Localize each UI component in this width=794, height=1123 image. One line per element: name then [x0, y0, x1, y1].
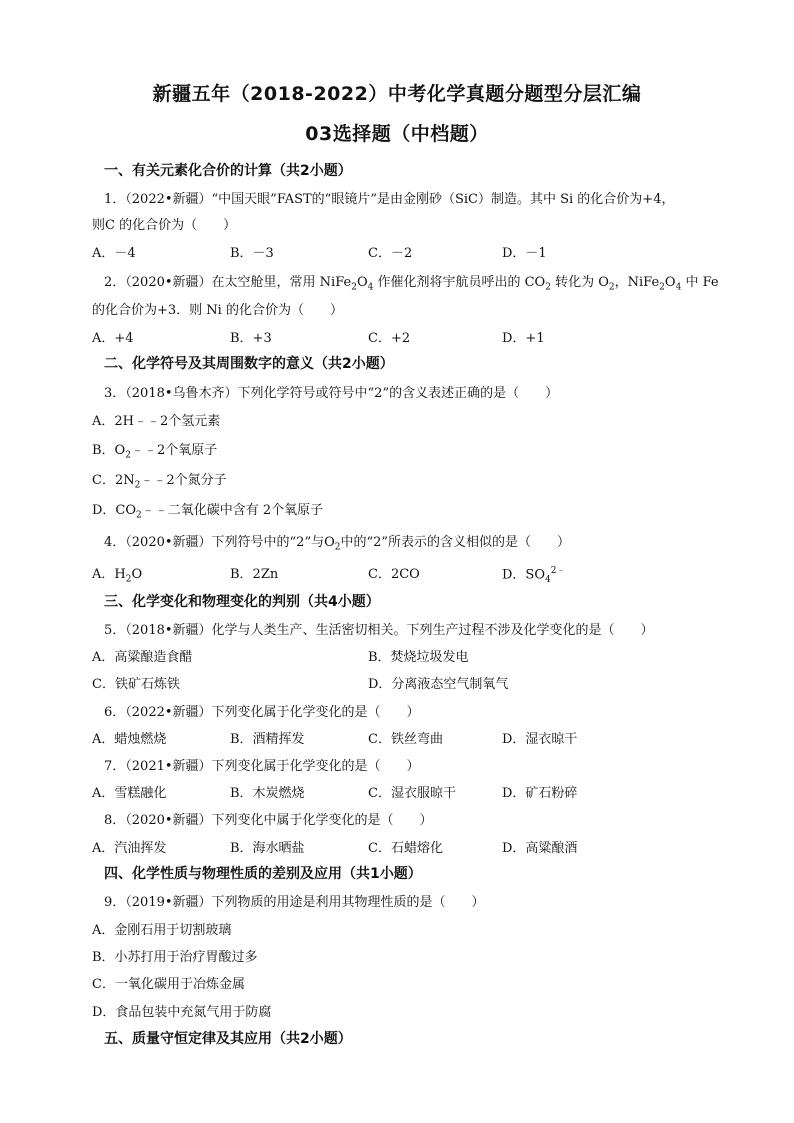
question-5-option-b: B．焚烧垃圾发电: [368, 650, 469, 665]
question-7-stem: 7．（2021•新疆）下列变化属于化学变化的是（ ）: [104, 759, 420, 774]
document-subtitle: 03选择题（中档题）: [305, 123, 489, 145]
question-7-option-d: D．矿石粉碎: [502, 786, 578, 801]
section-heading-2: 二、化学符号及其周围数字的意义（共2小题）: [104, 356, 394, 372]
question-9-option-a: A．金刚石用于切割玻璃: [92, 923, 232, 938]
question-3-option-b: B．$O_2﹣﹣2$个氧原子: [92, 443, 218, 461]
question-1-option-b: B．－3: [230, 246, 274, 261]
question-3-option-d: D．$CO_2﹣﹣$二氧化碳中含有 2个氧原子: [92, 503, 324, 521]
question-9-stem: 9．（2019•新疆）下列物质的用途是利用其物理性质的是（ ）: [104, 895, 485, 910]
question-9-option-d: D．食品包装中充氮气用于防腐: [92, 1005, 272, 1020]
question-4-option-c: C．2CO: [368, 567, 420, 582]
question-7-option-b: B．木炭燃烧: [230, 786, 305, 801]
question-2-stem: 2．（2020•新疆）在太空舱里，常用 $NiFe_2O_4$ 作催化剂将宇航员呼出的 $CO_2$ 转化为 $O_2$，$NiFe_2O_4$ 中 Fe: [104, 275, 719, 293]
question-4-option-b: B．2Zn: [230, 567, 279, 582]
question-5-option-d: D．分离液态空气制氧气: [368, 677, 509, 692]
question-1-option-a: A．－4: [92, 246, 136, 261]
question-6-option-c: C．铁丝弯曲: [368, 732, 443, 747]
question-6-stem: 6．（2022•新疆）下列变化属于化学变化的是（ ）: [104, 705, 420, 720]
question-8-option-c: C．石蜡熔化: [368, 841, 443, 856]
question-2-stem-cont: 的化合价为+3．则 Ni 的化合价为（ ）: [92, 303, 343, 318]
document-title: 新疆五年（2018-2022）中考化学真题分题型分层汇编: [152, 83, 642, 105]
question-7-option-a: A．雪糕融化: [92, 786, 167, 801]
question-6-option-a: A．蜡烛燃烧: [92, 732, 167, 747]
question-9-option-b: B．小苏打用于治疗胃酸过多: [92, 950, 258, 965]
section-heading-1: 一、有关元素化合价的计算（共2小题）: [104, 163, 352, 179]
question-8-option-a: A．汽油挥发: [92, 841, 167, 856]
section-heading-4: 四、化学性质与物理性质的差别及应用（共1小题）: [104, 866, 422, 882]
section-heading-5: 五、质量守恒定律及其应用（共2小题）: [104, 1031, 352, 1047]
question-1-stem-cont: 则C 的化合价为（ ）: [92, 218, 237, 233]
question-3-stem: 3．（2018•乌鲁木齐）下列化学符号或符号中“2”的含义表述正确的是（ ）: [104, 386, 559, 401]
question-9-option-c: C．一氧化碳用于冶炼金属: [92, 977, 245, 992]
question-1-stem: 1．（2022•新疆）“中国天眼”FAST的“眼镜片”是由金刚砂（SiC）制造。其中 Si 的化合价为+4，: [104, 192, 675, 207]
question-8-option-d: D．高粱酿酒: [502, 841, 578, 856]
question-4-option-a: A．$H_2O$: [92, 567, 143, 585]
question-8-option-b: B．海水晒盐: [230, 841, 305, 856]
question-7-option-c: C．湿衣服晾干: [368, 786, 456, 801]
question-2-option-d: D．+1: [502, 331, 545, 346]
section-heading-3: 三、化学变化和物理变化的判别（共4小题）: [104, 594, 380, 610]
question-2-option-b: B．+3: [230, 331, 272, 346]
question-6-option-b: B．酒精挥发: [230, 732, 305, 747]
question-1-option-d: D．－1: [502, 246, 547, 261]
question-8-stem: 8．（2020•新疆）下列变化中属于化学变化的是（ ）: [104, 813, 433, 828]
question-2-option-c: C．+2: [368, 331, 411, 346]
question-2-option-a: A．+4: [92, 331, 134, 346]
question-3-option-c: C．$2N_2﹣﹣2$个氮分子: [92, 473, 227, 491]
question-5-option-a: A．高粱酿造食醋: [92, 650, 193, 665]
question-5-option-c: C．铁矿石炼铁: [92, 677, 180, 692]
question-3-option-a: A．2H﹣﹣2个氢元素: [92, 414, 221, 429]
question-6-option-d: D．湿衣晾干: [502, 732, 578, 747]
question-5-stem: 5．（2018•新疆）化学与人类生产、生活密切相关。下列生产过程不涉及化学变化的是（ ）: [104, 623, 654, 638]
question-1-option-c: C．－2: [368, 246, 413, 261]
question-4-option-d: D．$SO_4^{2﹣}$: [502, 566, 566, 585]
question-4-stem: 4．（2020•新疆）下列符号中的“2”与$O_2$中的“2”所表示的含义相似的是（ ）: [104, 535, 571, 553]
